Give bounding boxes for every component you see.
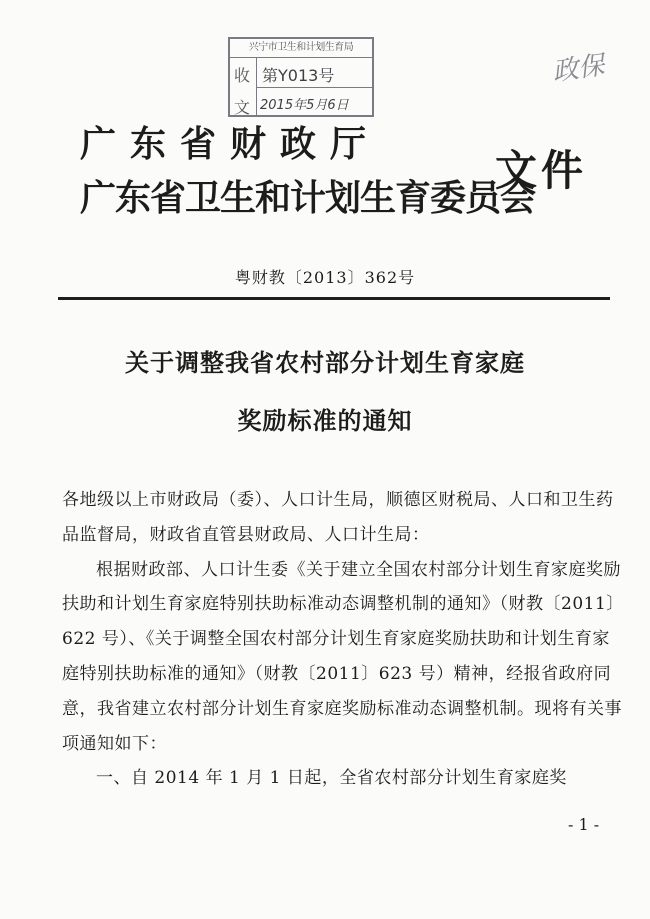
document-number: 粤财教〔2013〕362号 (234, 268, 416, 287)
handwritten-note: 政保 (550, 50, 607, 88)
issuing-org-health: 广东省卫生和计划生育委员会 (80, 177, 536, 219)
document-type: 文件 (495, 146, 588, 195)
document-title-line2: 奖励标准的通知 (237, 406, 413, 435)
body-paragraph-2: 一、自 2014 年 1 月 1 日起，全省农村部分计划生育家庭奖 (96, 768, 567, 789)
stamp-label-shou: 收 (234, 66, 251, 85)
header-divider (58, 297, 610, 300)
body-paragraph-1: 根据财政部、人口计生委《关于建立全国农村部分计划生育家庭奖励扶助和计划生育家庭特别扶助标准动态调整机制的通知》（财教〔2011〕622 号）、《关于调整全国农村部分计划生育家庭奖励扶助和计划生育家庭特别扶助标准的通知》（财教〔2011〕623 号）精神，经报省政府同意，我省建立农村部分计划生育家庭奖励标准动态调整机制。现将有关事项通知如下： (62, 559, 622, 754)
stamp-org: 兴宁市卫生和计划生育局 (230, 39, 372, 58)
addressee-paragraph: 各地级以上市财政局（委）、人口计生局，顺德区财税局、人口和卫生药品监督局，财政省直管县财政局、人口计生局： (62, 490, 614, 545)
receipt-stamp (228, 37, 374, 117)
document-body (62, 483, 622, 796)
document-title-line1: 关于调整我省农村部分计划生育家庭 (125, 348, 525, 377)
stamp-divider (256, 87, 372, 88)
issuing-org-finance: 广东省财政厅 (80, 123, 381, 165)
stamp-date: 2015年5月6日 (260, 98, 349, 113)
page-number: - 1 - (568, 815, 600, 834)
stamp-number: 第Y013号 (262, 66, 335, 85)
stamp-label-wen: 文 (234, 98, 251, 117)
